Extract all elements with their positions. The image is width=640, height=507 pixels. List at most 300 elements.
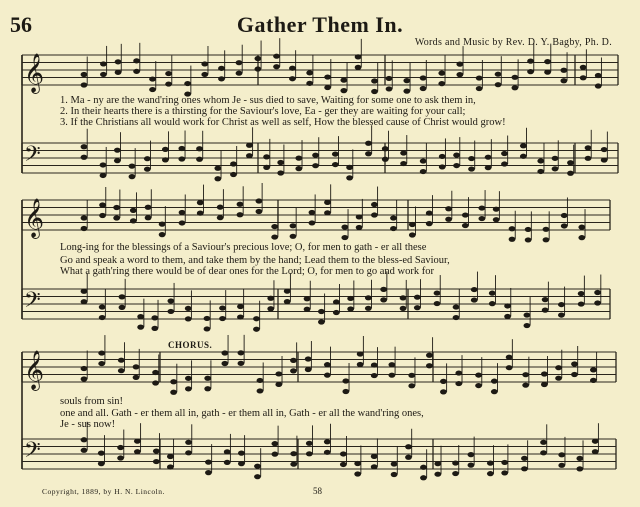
note-head (230, 172, 237, 177)
note-head (332, 162, 339, 167)
note-head (196, 146, 203, 151)
note-head (99, 304, 106, 309)
note-head (455, 370, 462, 375)
note-head (521, 456, 528, 461)
note-head (491, 379, 498, 384)
note-head (167, 464, 174, 469)
note-head (254, 464, 261, 469)
note-head (98, 350, 105, 355)
note-head (289, 66, 296, 71)
note-head (257, 378, 264, 383)
note-head (217, 205, 224, 210)
note-head (185, 386, 192, 391)
system1-verse2: 2. In their hearts there is a thirsting for the Saviour's love, Ea - ger they are waiting for your call; (60, 106, 466, 117)
note-head (185, 376, 192, 381)
note-head (357, 362, 364, 367)
note-head (555, 365, 562, 370)
treble-clef-icon: 𝄞 (24, 350, 45, 390)
note-head (134, 449, 141, 454)
note-head (426, 353, 433, 358)
note-head (371, 202, 378, 207)
note-head (151, 315, 158, 320)
note-head (149, 87, 156, 92)
note-head (541, 382, 548, 387)
note-head (357, 351, 364, 356)
note-head (434, 461, 441, 466)
note-head (185, 450, 192, 455)
note-head (439, 154, 446, 159)
note-head (342, 389, 349, 394)
note-head (290, 358, 297, 363)
hymn-number: 56 (10, 12, 32, 37)
note-head (145, 205, 152, 210)
note-head (414, 305, 421, 310)
note-head (179, 220, 186, 225)
note-head (524, 312, 531, 317)
note-head (218, 76, 225, 81)
note-head (196, 157, 203, 162)
note-head (445, 206, 452, 211)
note-head (305, 356, 312, 361)
note-head (382, 157, 389, 162)
note-head (197, 200, 204, 205)
note-head (558, 463, 565, 468)
note-head (420, 158, 427, 163)
note-head (271, 452, 278, 457)
note-head (501, 460, 508, 465)
note-head (289, 76, 296, 81)
note-head (440, 379, 447, 384)
note-head (386, 76, 393, 81)
note-head (555, 376, 562, 381)
note-head (324, 85, 331, 90)
note-head (238, 451, 245, 456)
note-head (558, 302, 565, 307)
note-head (81, 215, 88, 220)
note-head (346, 165, 353, 170)
note-head (356, 225, 363, 230)
note-head (453, 163, 460, 168)
note-head (267, 306, 274, 311)
note-head (504, 303, 511, 308)
note-head (525, 237, 532, 242)
note-head (133, 58, 140, 63)
note-head (324, 450, 331, 455)
note-head (601, 147, 608, 152)
note-head (524, 323, 531, 328)
note-head (509, 237, 516, 242)
note-head (214, 176, 221, 181)
note-head (205, 470, 212, 475)
note-head (167, 309, 174, 314)
note-head (453, 315, 460, 320)
note-head (453, 152, 460, 157)
note-head (129, 174, 136, 179)
note-head (476, 75, 483, 80)
note-head (468, 463, 475, 468)
note-head (403, 78, 410, 83)
note-head (478, 216, 485, 221)
note-head (380, 287, 387, 292)
note-head (305, 367, 312, 372)
note-head (400, 150, 407, 155)
note-head (201, 61, 208, 66)
note-head (580, 65, 587, 70)
note-head (382, 146, 389, 151)
note-head (149, 76, 156, 81)
bass-clef-icon: 𝄢 (24, 142, 41, 172)
note-head (256, 209, 263, 214)
note-head (290, 451, 297, 456)
note-head (153, 459, 160, 464)
note-head (144, 167, 151, 172)
note-head (201, 72, 208, 77)
note-head (333, 299, 340, 304)
system3-verse3: Je - sus now! (60, 419, 116, 430)
note-head (253, 327, 260, 332)
note-head (542, 308, 549, 313)
note-head (585, 145, 592, 150)
note-head (238, 350, 245, 355)
note-head (594, 290, 601, 295)
note-head (253, 316, 260, 321)
note-head (236, 60, 243, 65)
note-head (340, 451, 347, 456)
note-head (475, 383, 482, 388)
note-head (167, 298, 174, 303)
note-head (290, 462, 297, 467)
note-head (354, 461, 361, 466)
note-head (347, 296, 354, 301)
note-head (543, 227, 550, 232)
note-head (99, 202, 106, 207)
note-head (99, 315, 106, 320)
note-head (521, 466, 528, 471)
note-head (214, 166, 221, 171)
note-head (306, 451, 313, 456)
note-head (295, 156, 302, 161)
note-head (224, 460, 231, 465)
note-head (152, 370, 159, 375)
note-head (306, 441, 313, 446)
note-head (204, 376, 211, 381)
note-head (137, 314, 144, 319)
note-head (576, 456, 583, 461)
note-head (543, 237, 550, 242)
system3-verse1: souls from sin! (60, 396, 123, 407)
note-head (204, 326, 211, 331)
note-head (100, 162, 107, 167)
author-credit: Words and Music by Rev. D. Y. Bagby, Ph. D. (414, 37, 612, 48)
note-head (544, 70, 551, 75)
note-head (118, 368, 125, 373)
bass-clef-icon: 𝄢 (24, 288, 41, 318)
note-head (159, 222, 166, 227)
note-head (263, 154, 270, 159)
note-head (578, 291, 585, 296)
note-head (552, 156, 559, 161)
note-head (81, 289, 88, 294)
note-head (578, 225, 585, 230)
note-head (354, 471, 361, 476)
note-head (434, 472, 441, 477)
note-head (506, 355, 513, 360)
note-head (391, 461, 398, 466)
note-head (237, 304, 244, 309)
note-head (256, 198, 263, 203)
note-head (290, 223, 297, 228)
note-head (237, 212, 244, 217)
note-head (440, 389, 447, 394)
note-head (219, 305, 226, 310)
note-head (221, 350, 228, 355)
system2-verse2: Go and speak a word to them, and take them by the hand; Lead them to the bless-ed Saviour, (60, 255, 450, 266)
note-head (580, 75, 587, 80)
note-head (224, 449, 231, 454)
note-head (178, 156, 185, 161)
note-head (420, 169, 427, 174)
note-head (98, 451, 105, 456)
note-head (113, 205, 120, 210)
note-head (167, 454, 174, 459)
note-head (254, 66, 261, 71)
note-head (571, 372, 578, 377)
note-head (485, 155, 492, 160)
note-head (601, 157, 608, 162)
note-head (452, 471, 459, 476)
note-head (590, 378, 597, 383)
note-head (184, 81, 191, 86)
note-head (98, 361, 105, 366)
note-head (81, 437, 88, 442)
note-head (405, 444, 412, 449)
note-head (81, 448, 88, 453)
note-head (145, 215, 152, 220)
note-head (478, 205, 485, 210)
note-head (205, 460, 212, 465)
note-head (324, 373, 331, 378)
note-head (309, 220, 316, 225)
note-head (204, 386, 211, 391)
note-head (578, 235, 585, 240)
note-head (476, 86, 483, 91)
note-head (134, 439, 141, 444)
note-head (218, 66, 225, 71)
note-head (165, 81, 172, 86)
note-head (509, 226, 516, 231)
note-head (295, 166, 302, 171)
note-head (595, 83, 602, 88)
treble-clef-icon: 𝄞 (24, 198, 45, 238)
note-head (346, 175, 353, 180)
note-head (388, 373, 395, 378)
note-head (324, 439, 331, 444)
note-head (420, 465, 427, 470)
note-head (561, 213, 568, 218)
note-head (290, 368, 297, 373)
note-head (487, 461, 494, 466)
note-head (365, 151, 372, 156)
note-head (391, 472, 398, 477)
note-head (284, 289, 291, 294)
note-head (408, 373, 415, 378)
note-head (318, 319, 325, 324)
note-head (153, 448, 160, 453)
note-head (590, 367, 597, 372)
note-head (420, 475, 427, 480)
note-head (403, 89, 410, 94)
note-head (420, 86, 427, 91)
note-head (178, 146, 185, 151)
note-head (560, 68, 567, 73)
note-head (238, 361, 245, 366)
note-head (542, 297, 549, 302)
note-head (544, 59, 551, 64)
note-head (130, 218, 137, 223)
note-head (113, 215, 120, 220)
note-head (254, 56, 261, 61)
note-head (439, 164, 446, 169)
note-head (371, 454, 378, 459)
note-head (426, 221, 433, 226)
note-head (304, 307, 311, 312)
note-head (119, 305, 126, 310)
note-head (130, 208, 137, 213)
note-head (489, 291, 496, 296)
note-head (115, 70, 122, 75)
note-head (468, 452, 475, 457)
note-head (571, 361, 578, 366)
note-head (560, 78, 567, 83)
note-head (306, 70, 313, 75)
note-head (81, 366, 88, 371)
note-head (408, 383, 415, 388)
note-head (537, 169, 544, 174)
note-head (567, 171, 574, 176)
note-head (271, 441, 278, 446)
note-head (254, 474, 261, 479)
note-head (520, 143, 527, 148)
note-head (275, 382, 282, 387)
note-head (342, 378, 349, 383)
note-head (355, 65, 362, 70)
note-head (306, 81, 313, 86)
note-head (355, 54, 362, 59)
system3-verse2: one and all. Gath - er them all in, gath - er them all in, Gath - er all the wand'ring ones, (60, 408, 424, 419)
note-head (332, 151, 339, 156)
note-head (558, 312, 565, 317)
note-head (324, 74, 331, 79)
note-head (100, 173, 107, 178)
note-head (275, 371, 282, 376)
note-head (409, 232, 416, 237)
note-head (493, 207, 500, 212)
note-head (277, 170, 284, 175)
note-head (540, 440, 547, 445)
note-head (221, 361, 228, 366)
note-head (324, 362, 331, 367)
treble-clef-icon: 𝄞 (24, 53, 45, 93)
note-head (341, 235, 348, 240)
note-head (162, 147, 169, 152)
note-head (144, 156, 151, 161)
note-head (324, 200, 331, 205)
note-head (179, 210, 186, 215)
note-head (257, 388, 264, 393)
note-head (400, 161, 407, 166)
note-head (471, 297, 478, 302)
note-head (400, 306, 407, 311)
note-head (271, 234, 278, 239)
note-head (504, 314, 511, 319)
system2-verse3: What a gath'ring there would be of dear ones for the Lord; O, for men to go and work for (60, 266, 434, 277)
note-head (520, 154, 527, 159)
note-head (204, 316, 211, 321)
note-head (185, 306, 192, 311)
note-head (133, 375, 140, 380)
note-head (81, 226, 88, 231)
note-head (455, 381, 462, 386)
note-head (133, 364, 140, 369)
note-head (462, 223, 469, 228)
system1-verse3: 3. If the Christians all would work for Christ as well as self, How the blessed cause of Christ would grow! (60, 117, 506, 128)
note-head (552, 166, 559, 171)
note-head (309, 210, 316, 215)
note-head (491, 389, 498, 394)
note-head (540, 450, 547, 455)
note-head (347, 306, 354, 311)
note-head (456, 72, 463, 77)
note-head (487, 471, 494, 476)
note-head (462, 212, 469, 217)
note-head (501, 161, 508, 166)
note-head (495, 82, 502, 87)
note-head (537, 158, 544, 163)
note-head (592, 449, 599, 454)
note-head (81, 72, 88, 77)
note-head (512, 85, 519, 90)
note-head (567, 160, 574, 165)
note-head (585, 156, 592, 161)
note-head (312, 163, 319, 168)
note-head (522, 383, 529, 388)
note-head (151, 326, 158, 331)
note-head (114, 148, 121, 153)
note-head (371, 362, 378, 367)
note-head (501, 151, 508, 156)
note-head (114, 158, 121, 163)
note-head (371, 373, 378, 378)
note-head (165, 71, 172, 76)
note-head (98, 461, 105, 466)
note-head (365, 295, 372, 300)
note-head (185, 440, 192, 445)
note-head (237, 314, 244, 319)
note-head (594, 300, 601, 305)
note-head (277, 160, 284, 165)
note-head (576, 466, 583, 471)
note-head (501, 470, 508, 475)
note-head (371, 464, 378, 469)
note-head (434, 290, 441, 295)
note-head (426, 211, 433, 216)
note-head (312, 153, 319, 158)
note-head (365, 141, 372, 146)
note-head (246, 143, 253, 148)
system1-verse1: 1. Ma - ny are the wand'ring ones whom Je - sus died to save, Waiting for some one to ask them in, (60, 95, 476, 106)
note-head (426, 363, 433, 368)
note-head (371, 78, 378, 83)
